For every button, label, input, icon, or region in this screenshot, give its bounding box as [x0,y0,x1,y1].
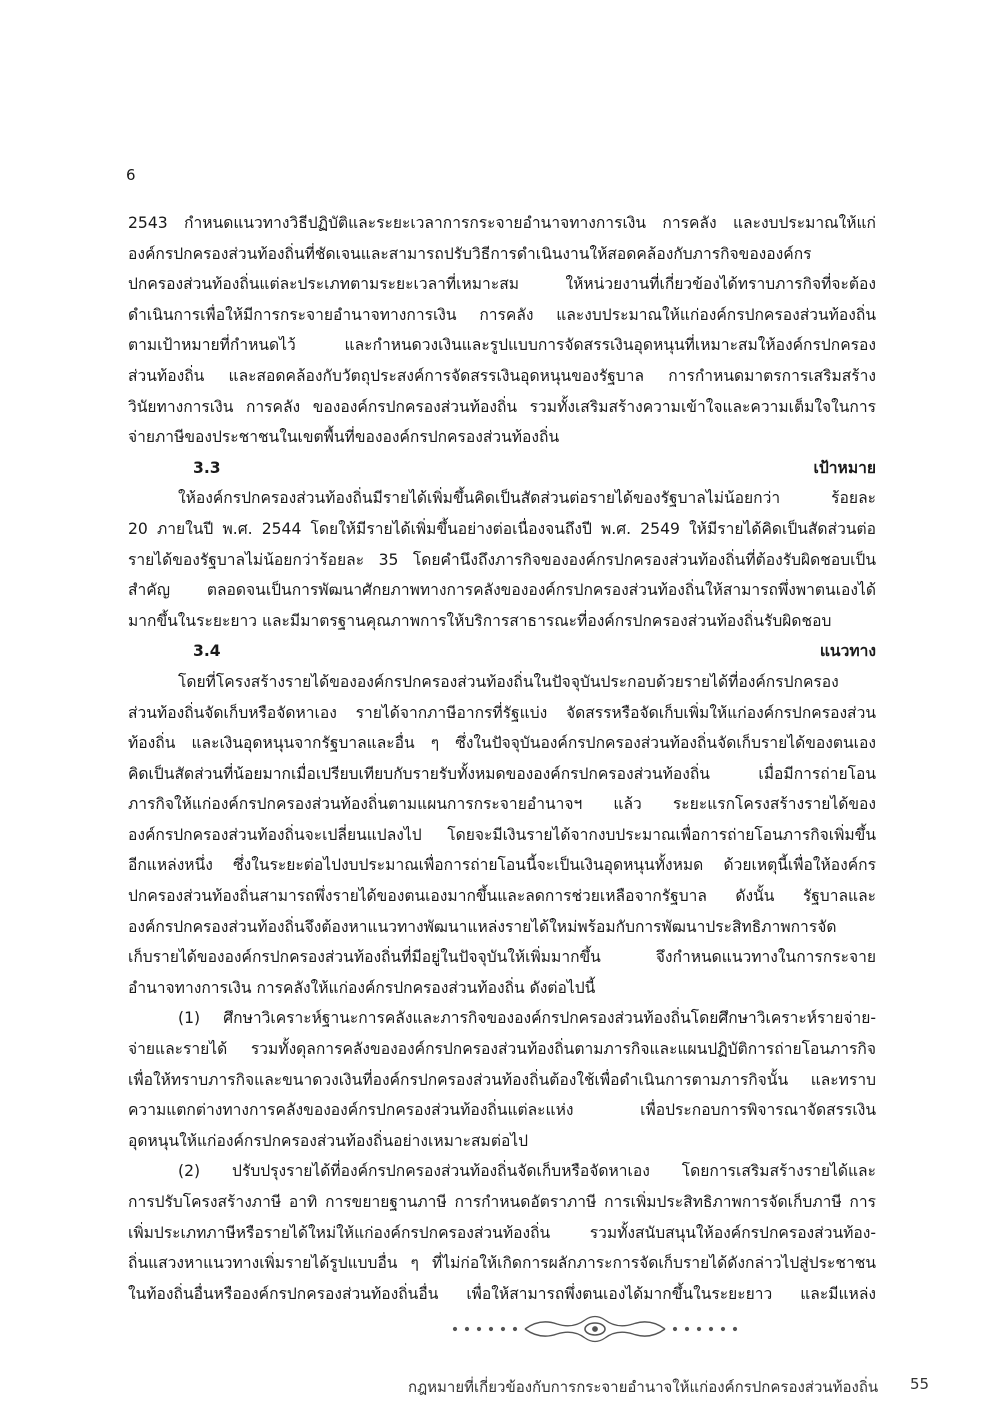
paragraph-2 [128,483,876,636]
text-line: ปกครองส่วนท้องถิ่นแต่ละประเภทตามระยะเวลาที่เหมาะสม ให้หน่วยงานที่เกี่ยวข้องได้ทราบภารกิจที่จะต้อง [128,275,876,294]
text-line: รายได้ของรัฐบาลไม่น้อยกว่าร้อยละ 35 โดยคำนึงถึงภารกิจขององค์กรปกครองส่วนท้องถิ่นที่ต้องรับผิดชอบเป็น [128,550,876,569]
paragraph-4 [128,1003,876,1156]
section-heading-3-4: 3.4 แนวทาง [193,642,876,661]
text-line: อำนาจทางการเงิน การคลังให้แก่องค์กรปกครองส่วนท้องถิ่น ดังต่อไปนี้ [128,978,596,997]
text-line: เพื่อให้ทราบภารกิจและขนาดวงเงินที่องค์กรปกครองส่วนท้องถิ่นต้องใช้เพื่อดำเนินการตามภารกิจนั้น และทราบ [128,1070,876,1089]
text-line: ท้องถิ่น และเงินอุดหนุนจากรัฐบาลและอื่น ๆ ซึ่งในปัจจุบันองค์กรปกครองส่วนท้องถิ่นจัดเก็บรายได้ของตนเอง [128,734,876,753]
footer-ornament [445,1312,745,1346]
text-line: ส่วนท้องถิ่น และสอดคล้องกับวัตถุประสงค์การจัดสรรเงินอุดหนุนของรัฐบาล การกำหนดมาตรการเสริมสร้าง [128,366,876,385]
text-line: อุดหนุนให้แก่องค์กรปกครองส่วนท้องถิ่นอย่างเหมาะสมต่อไป [128,1131,529,1150]
text-line: มากขึ้นในระยะยาว และมีมาตรฐานคุณภาพการให้บริการสาธารณะที่องค์กรปกครองส่วนท้องถิ่นรับผิดชอบ [128,611,832,630]
document-body [128,208,876,1309]
text-line: เพิ่มประเภทภาษีหรือรายได้ใหม่ให้แก่องค์กรปกครองส่วนท้องถิ่น รวมทั้งสนับสนุนให้องค์กรปกครองส่วนท้อง- [128,1223,876,1242]
text-line: (1) ศึกษาวิเคราะห์ฐานะการคลังและภารกิจขององค์กรปกครองส่วนท้องถิ่นโดยศึกษาวิเคราะห์รายจ่าย- [178,1009,876,1028]
text-line: 2543 กำหนดแนวทางวิธีปฏิบัติและระยะเวลาการกระจายอำนาจทางการเงิน การคลัง และงบประมาณให้แก่ [128,214,876,232]
text-line: วินัยทางการเงิน การคลัง ขององค์กรปกครองส่วนท้องถิ่น รวมทั้งเสริมสร้างความเข้าใจและความเต็มใจในการ [128,397,876,416]
footer-title: กฎหมายที่เกี่ยวข้องกับการกระจายอำนาจให้แก่องค์กรปกครองส่วนท้องถิ่น [408,1378,879,1396]
text-line: ภารกิจให้แก่องค์กรปกครองส่วนท้องถิ่นตามแผนการกระจายอำนาจฯ แล้ว ระยะแรกโครงสร้างรายได้ของ [128,795,876,814]
paragraph-5 [128,1156,876,1309]
text-line: โดยที่โครงสร้างรายได้ขององค์กรปกครองส่วนท้องถิ่นในปัจจุบันประกอบด้วยรายได้ที่องค์กรปกครอง [178,672,839,691]
section-heading-3-3: 3.3 เป้าหมาย [193,458,876,477]
text-line: การปรับโครงสร้างภาษี อาทิ การขยายฐานภาษี การกำหนดอัตราภาษี การเพิ่มประสิทธิภาพการจัดเก็บภาษี การ [128,1193,876,1211]
text-line: ตามเป้าหมายที่กำหนดไว้ และกำหนดวงเงินและรูปแบบการจัดสรรเงินอุดหนุนที่เหมาะสมให้องค์กรปกครอง [128,336,876,355]
text-line: ถิ่นแสวงหาแนวทางเพิ่มรายได้รูปแบบอื่น ๆ ที่ไม่ก่อให้เกิดการผลักภาระการจัดเก็บรายได้ดังกล่าวไปสู่ประชาชน [128,1254,876,1273]
text-line: จ่ายภาษีของประชาชนในเขตพื้นที่ขององค์กรปกครองส่วนท้องถิ่น [128,428,560,447]
text-line: จ่ายและรายได้ รวมทั้งดุลการคลังขององค์กรปกครองส่วนท้องถิ่นตามภารกิจและแผนปฏิบัติการถ่ายโอนภารกิจ [128,1040,876,1059]
text-line: (2) ปรับปรุงรายได้ที่องค์กรปกครองส่วนท้องถิ่นจัดเก็บหรือจัดหาเอง โดยการเสริมสร้างรายได้และ [178,1162,876,1181]
page-number-top: 6 [126,166,136,184]
text-line: ในท้องถิ่นอื่นหรือองค์กรปกครองส่วนท้องถิ่นอื่น เพื่อให้สามารถพึ่งตนเองได้มากขึ้นในระยะยาว และมีแหล่ง [128,1284,876,1303]
text-line: ความแตกต่างทางการคลังขององค์กรปกครองส่วนท้องถิ่นแต่ละแห่ง เพื่อประกอบการพิจารณาจัดสรรเงิน [128,1101,876,1120]
text-line: องค์กรปกครองส่วนท้องถิ่นจึงต้องหาแนวทางพัฒนาแหล่งรายได้ใหม่พร้อมกับการพัฒนาประสิทธิภาพการจัด [128,917,837,936]
text-line: 20 ภายในปี พ.ศ. 2544 โดยให้มีรายได้เพิ่มขึ้นอย่างต่อเนื่องจนถึงปี พ.ศ. 2549 ให้มีรายได้คิดเป็นสัดส่วนต่อ [128,519,876,538]
text-line: ปกครองส่วนท้องถิ่นสามารถพึ่งรายได้ของตนเองมากขึ้นและลดการช่วยเหลือจากรัฐบาล ดังนั้น รัฐบาลและ [128,887,876,906]
text-line: อีกแหล่งหนึ่ง ซึ่งในระยะต่อไปงบประมาณเพื่อการถ่ายโอนนี้จะเป็นเงินอุดหนุนทั้งหมด ด้วยเหตุนี้เพื่อให้องค์กร [128,856,876,875]
paragraph-3 [128,667,876,1004]
text-line: ส่วนท้องถิ่นจัดเก็บหรือจัดหาเอง รายได้จากภาษีอากรที่รัฐแบ่ง จัดสรรหรือจัดเก็บเพิ่มให้แก่องค์กรปกครองส่วน [128,703,876,722]
text-line: องค์กรปกครองส่วนท้องถิ่นที่ชัดเจนและสามารถปรับวิธีการดำเนินงานให้สอดคล้องกับภารกิจขององค์กร [128,244,812,263]
text-line: ดำเนินการเพื่อให้มีการกระจายอำนาจทางการเงิน การคลัง และงบประมาณให้แก่องค์กรปกครองส่วนท้องถิ่น [128,305,876,324]
paragraph-1 [128,208,876,453]
text-line: สำคัญ ตลอดจนเป็นการพัฒนาศักยภาพทางการคลังขององค์กรปกครองส่วนท้องถิ่นให้สามารถพึ่งพาตนเองได้ [128,581,876,600]
text-line: คิดเป็นสัดส่วนที่น้อยมากเมื่อเปรียบเทียบกับรายรับทั้งหมดขององค์กรปกครองส่วนท้องถิ่น เมื่อมีการถ่ายโอน [128,764,876,783]
footer-page-number: 55 [910,1375,930,1393]
text-line: ให้องค์กรปกครองส่วนท้องถิ่นมีรายได้เพิ่มขึ้นคิดเป็นสัดส่วนต่อรายได้ของรัฐบาลไม่น้อยกว่า ร้อยละ [178,489,876,508]
text-line: องค์กรปกครองส่วนท้องถิ่นจะเปลี่ยนแปลงไป โดยจะมีเงินรายได้จากงบประมาณเพื่อการถ่ายโอนภารกิจเพิ่มขึ้น [128,825,876,844]
text-line: เก็บรายได้ขององค์กรปกครองส่วนท้องถิ่นที่มีอยู่ในปัจจุบันให้เพิ่มมากขึ้น จึงกำหนดแนวทางในการกระจาย [128,948,876,967]
